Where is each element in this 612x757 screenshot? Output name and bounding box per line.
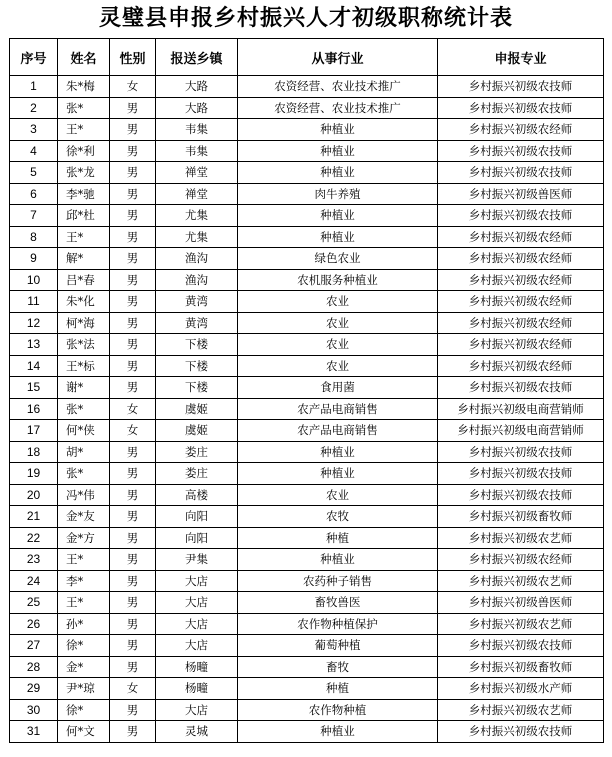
- table-row: [10, 226, 604, 248]
- cell-township: 禅堂: [156, 162, 238, 184]
- cell-township: 尤集: [156, 205, 238, 227]
- cell-gender: 男: [110, 97, 156, 119]
- cell-name: 解*: [58, 248, 110, 270]
- table-row: [10, 635, 604, 657]
- table-row: [10, 699, 604, 721]
- cell-index: 18: [10, 441, 58, 463]
- cell-index: 26: [10, 613, 58, 635]
- cell-gender: 男: [110, 226, 156, 248]
- table-row: [10, 119, 604, 141]
- cell-industry: 农机服务种植业: [238, 269, 438, 291]
- cell-specialty: 乡村振兴初级农技师: [438, 76, 604, 98]
- cell-specialty: 乡村振兴初级农艺师: [438, 613, 604, 635]
- cell-name: 何*文: [58, 721, 110, 743]
- table-row: [10, 269, 604, 291]
- cell-index: 12: [10, 312, 58, 334]
- table-row: [10, 549, 604, 571]
- cell-specialty: 乡村振兴初级农艺师: [438, 527, 604, 549]
- cell-industry: 种植业: [238, 549, 438, 571]
- cell-industry: 种植业: [238, 119, 438, 141]
- cell-name: 王*: [58, 226, 110, 248]
- cell-index: 24: [10, 570, 58, 592]
- cell-industry: 种植业: [238, 140, 438, 162]
- cell-township: 大店: [156, 570, 238, 592]
- cell-township: 黄湾: [156, 312, 238, 334]
- table-row: [10, 97, 604, 119]
- cell-index: 14: [10, 355, 58, 377]
- cell-name: 徐*: [58, 635, 110, 657]
- cell-specialty: 乡村振兴初级农艺师: [438, 699, 604, 721]
- cell-index: 5: [10, 162, 58, 184]
- cell-index: 13: [10, 334, 58, 356]
- cell-industry: 种植业: [238, 226, 438, 248]
- cell-index: 1: [10, 76, 58, 98]
- cell-specialty: 乡村振兴初级农艺师: [438, 570, 604, 592]
- header-gender: 性别: [110, 39, 156, 76]
- cell-industry: 种植业: [238, 205, 438, 227]
- cell-name: 张*法: [58, 334, 110, 356]
- cell-industry: 农业: [238, 334, 438, 356]
- cell-township: 尹集: [156, 549, 238, 571]
- cell-industry: 农业: [238, 291, 438, 313]
- cell-township: 韦集: [156, 140, 238, 162]
- cell-specialty: 乡村振兴初级农经师: [438, 312, 604, 334]
- cell-name: 李*驰: [58, 183, 110, 205]
- cell-industry: 种植业: [238, 721, 438, 743]
- cell-specialty: 乡村振兴初级农技师: [438, 635, 604, 657]
- cell-name: 金*方: [58, 527, 110, 549]
- cell-industry: 种植: [238, 527, 438, 549]
- cell-index: 6: [10, 183, 58, 205]
- cell-industry: 农业: [238, 355, 438, 377]
- cell-township: 大店: [156, 613, 238, 635]
- cell-gender: 女: [110, 420, 156, 442]
- cell-industry: 葡萄种植: [238, 635, 438, 657]
- header-index: 序号: [10, 39, 58, 76]
- cell-industry: 农产品电商销售: [238, 398, 438, 420]
- cell-gender: 男: [110, 463, 156, 485]
- cell-township: 韦集: [156, 119, 238, 141]
- cell-name: 尹*琼: [58, 678, 110, 700]
- cell-gender: 男: [110, 248, 156, 270]
- cell-township: 下楼: [156, 377, 238, 399]
- cell-specialty: 乡村振兴初级农经师: [438, 269, 604, 291]
- cell-township: 渔沟: [156, 248, 238, 270]
- table-header-row: [10, 39, 604, 76]
- table-row: [10, 140, 604, 162]
- cell-index: 30: [10, 699, 58, 721]
- cell-township: 大路: [156, 76, 238, 98]
- cell-township: 下楼: [156, 334, 238, 356]
- cell-index: 8: [10, 226, 58, 248]
- cell-gender: 男: [110, 119, 156, 141]
- cell-township: 下楼: [156, 355, 238, 377]
- cell-gender: 男: [110, 355, 156, 377]
- cell-specialty: 乡村振兴初级农经师: [438, 226, 604, 248]
- cell-gender: 男: [110, 162, 156, 184]
- cell-specialty: 乡村振兴初级农技师: [438, 441, 604, 463]
- cell-township: 虞姬: [156, 420, 238, 442]
- cell-gender: 男: [110, 377, 156, 399]
- cell-name: 孙*: [58, 613, 110, 635]
- cell-industry: 农产品电商销售: [238, 420, 438, 442]
- cell-industry: 种植: [238, 678, 438, 700]
- cell-gender: 男: [110, 484, 156, 506]
- cell-gender: 男: [110, 699, 156, 721]
- cell-index: 17: [10, 420, 58, 442]
- cell-township: 大店: [156, 592, 238, 614]
- table-row: [10, 420, 604, 442]
- cell-specialty: 乡村振兴初级农经师: [438, 291, 604, 313]
- header-township: 报送乡镇: [156, 39, 238, 76]
- cell-gender: 男: [110, 205, 156, 227]
- cell-industry: 农业: [238, 484, 438, 506]
- cell-name: 胡*: [58, 441, 110, 463]
- cell-index: 27: [10, 635, 58, 657]
- cell-name: 朱*化: [58, 291, 110, 313]
- cell-gender: 男: [110, 269, 156, 291]
- cell-index: 31: [10, 721, 58, 743]
- cell-index: 20: [10, 484, 58, 506]
- table-row: [10, 613, 604, 635]
- cell-gender: 男: [110, 635, 156, 657]
- cell-specialty: 乡村振兴初级农经师: [438, 334, 604, 356]
- cell-township: 大路: [156, 97, 238, 119]
- table-row: [10, 441, 604, 463]
- cell-township: 杨疃: [156, 656, 238, 678]
- cell-township: 向阳: [156, 527, 238, 549]
- cell-specialty: 乡村振兴初级农技师: [438, 162, 604, 184]
- cell-name: 徐*: [58, 699, 110, 721]
- cell-name: 吕*春: [58, 269, 110, 291]
- cell-name: 冯*伟: [58, 484, 110, 506]
- cell-gender: 男: [110, 549, 156, 571]
- cell-gender: 男: [110, 721, 156, 743]
- cell-industry: 种植业: [238, 463, 438, 485]
- header-name: 姓名: [58, 39, 110, 76]
- table-row: [10, 291, 604, 313]
- cell-township: 禅堂: [156, 183, 238, 205]
- cell-name: 金*: [58, 656, 110, 678]
- cell-township: 高楼: [156, 484, 238, 506]
- cell-gender: 男: [110, 656, 156, 678]
- cell-name: 王*标: [58, 355, 110, 377]
- cell-index: 4: [10, 140, 58, 162]
- cell-industry: 农业: [238, 312, 438, 334]
- cell-specialty: 乡村振兴初级农技师: [438, 205, 604, 227]
- cell-name: 张*: [58, 97, 110, 119]
- cell-township: 尤集: [156, 226, 238, 248]
- header-industry: 从事行业: [238, 39, 438, 76]
- cell-gender: 男: [110, 506, 156, 528]
- cell-gender: 男: [110, 613, 156, 635]
- cell-specialty: 乡村振兴初级畜牧师: [438, 506, 604, 528]
- cell-gender: 男: [110, 140, 156, 162]
- cell-industry: 绿色农业: [238, 248, 438, 270]
- cell-specialty: 乡村振兴初级农技师: [438, 97, 604, 119]
- cell-specialty: 乡村振兴初级农经师: [438, 248, 604, 270]
- cell-gender: 女: [110, 76, 156, 98]
- cell-index: 29: [10, 678, 58, 700]
- cell-industry: 肉牛养殖: [238, 183, 438, 205]
- cell-specialty: 乡村振兴初级兽医师: [438, 592, 604, 614]
- cell-gender: 男: [110, 441, 156, 463]
- cell-index: 28: [10, 656, 58, 678]
- table-row: [10, 527, 604, 549]
- cell-township: 向阳: [156, 506, 238, 528]
- cell-name: 张*龙: [58, 162, 110, 184]
- cell-township: 大店: [156, 699, 238, 721]
- cell-township: 灵城: [156, 721, 238, 743]
- cell-specialty: 乡村振兴初级农技师: [438, 721, 604, 743]
- table-row: [10, 76, 604, 98]
- cell-gender: 男: [110, 592, 156, 614]
- cell-name: 张*: [58, 463, 110, 485]
- cell-township: 渔沟: [156, 269, 238, 291]
- cell-gender: 男: [110, 312, 156, 334]
- cell-name: 朱*梅: [58, 76, 110, 98]
- table-row: [10, 678, 604, 700]
- cell-index: 25: [10, 592, 58, 614]
- table-row: [10, 398, 604, 420]
- cell-name: 王*: [58, 549, 110, 571]
- cell-index: 9: [10, 248, 58, 270]
- cell-industry: 农药种子销售: [238, 570, 438, 592]
- table-row: [10, 377, 604, 399]
- cell-township: 虞姬: [156, 398, 238, 420]
- cell-industry: 种植业: [238, 441, 438, 463]
- cell-name: 张*: [58, 398, 110, 420]
- cell-township: 黄湾: [156, 291, 238, 313]
- cell-index: 19: [10, 463, 58, 485]
- table-row: [10, 592, 604, 614]
- cell-industry: 食用菌: [238, 377, 438, 399]
- table-row: [10, 721, 604, 743]
- cell-industry: 农作物种植保护: [238, 613, 438, 635]
- table-row: [10, 183, 604, 205]
- cell-specialty: 乡村振兴初级电商营销师: [438, 398, 604, 420]
- table-body: [10, 76, 604, 743]
- table-row: [10, 334, 604, 356]
- table-row: [10, 205, 604, 227]
- cell-gender: 女: [110, 678, 156, 700]
- cell-index: 2: [10, 97, 58, 119]
- cell-industry: 农作物种植: [238, 699, 438, 721]
- table-row: [10, 570, 604, 592]
- table-row: [10, 656, 604, 678]
- cell-specialty: 乡村振兴初级农技师: [438, 140, 604, 162]
- cell-index: 15: [10, 377, 58, 399]
- cell-name: 邱*杜: [58, 205, 110, 227]
- cell-index: 7: [10, 205, 58, 227]
- table-row: [10, 463, 604, 485]
- cell-township: 大店: [156, 635, 238, 657]
- cell-specialty: 乡村振兴初级农技师: [438, 484, 604, 506]
- cell-index: 22: [10, 527, 58, 549]
- cell-industry: 农资经营、农业技术推广: [238, 76, 438, 98]
- cell-specialty: 乡村振兴初级电商营销师: [438, 420, 604, 442]
- cell-specialty: 乡村振兴初级畜牧师: [438, 656, 604, 678]
- cell-gender: 男: [110, 570, 156, 592]
- cell-index: 16: [10, 398, 58, 420]
- cell-name: 柯*海: [58, 312, 110, 334]
- cell-industry: 农牧: [238, 506, 438, 528]
- cell-industry: 畜牧兽医: [238, 592, 438, 614]
- cell-name: 谢*: [58, 377, 110, 399]
- cell-specialty: 乡村振兴初级农技师: [438, 463, 604, 485]
- cell-index: 3: [10, 119, 58, 141]
- cell-index: 11: [10, 291, 58, 313]
- cell-industry: 种植业: [238, 162, 438, 184]
- cell-industry: 农资经营、农业技术推广: [238, 97, 438, 119]
- cell-specialty: 乡村振兴初级水产师: [438, 678, 604, 700]
- cell-name: 何*侠: [58, 420, 110, 442]
- cell-name: 李*: [58, 570, 110, 592]
- cell-township: 娄庄: [156, 441, 238, 463]
- table-row: [10, 162, 604, 184]
- table-row: [10, 312, 604, 334]
- table-row: [10, 355, 604, 377]
- table-row: [10, 484, 604, 506]
- cell-name: 王*: [58, 119, 110, 141]
- table-row: [10, 248, 604, 270]
- cell-township: 杨疃: [156, 678, 238, 700]
- cell-specialty: 乡村振兴初级农技师: [438, 377, 604, 399]
- cell-specialty: 乡村振兴初级农经师: [438, 549, 604, 571]
- cell-specialty: 乡村振兴初级兽医师: [438, 183, 604, 205]
- cell-index: 23: [10, 549, 58, 571]
- page-title: 灵璧县申报乡村振兴人才初级职称统计表: [98, 6, 513, 31]
- cell-industry: 畜牧: [238, 656, 438, 678]
- cell-index: 10: [10, 269, 58, 291]
- cell-gender: 男: [110, 334, 156, 356]
- cell-gender: 男: [110, 183, 156, 205]
- cell-gender: 男: [110, 527, 156, 549]
- cell-gender: 男: [110, 291, 156, 313]
- cell-name: 金*友: [58, 506, 110, 528]
- cell-name: 徐*利: [58, 140, 110, 162]
- cell-township: 娄庄: [156, 463, 238, 485]
- cell-specialty: 乡村振兴初级农经师: [438, 355, 604, 377]
- cell-specialty: 乡村振兴初级农经师: [438, 119, 604, 141]
- cell-gender: 女: [110, 398, 156, 420]
- talent-statistics-table: [9, 38, 604, 743]
- table-row: [10, 506, 604, 528]
- cell-index: 21: [10, 506, 58, 528]
- header-specialty: 申报专业: [438, 39, 604, 76]
- cell-name: 王*: [58, 592, 110, 614]
